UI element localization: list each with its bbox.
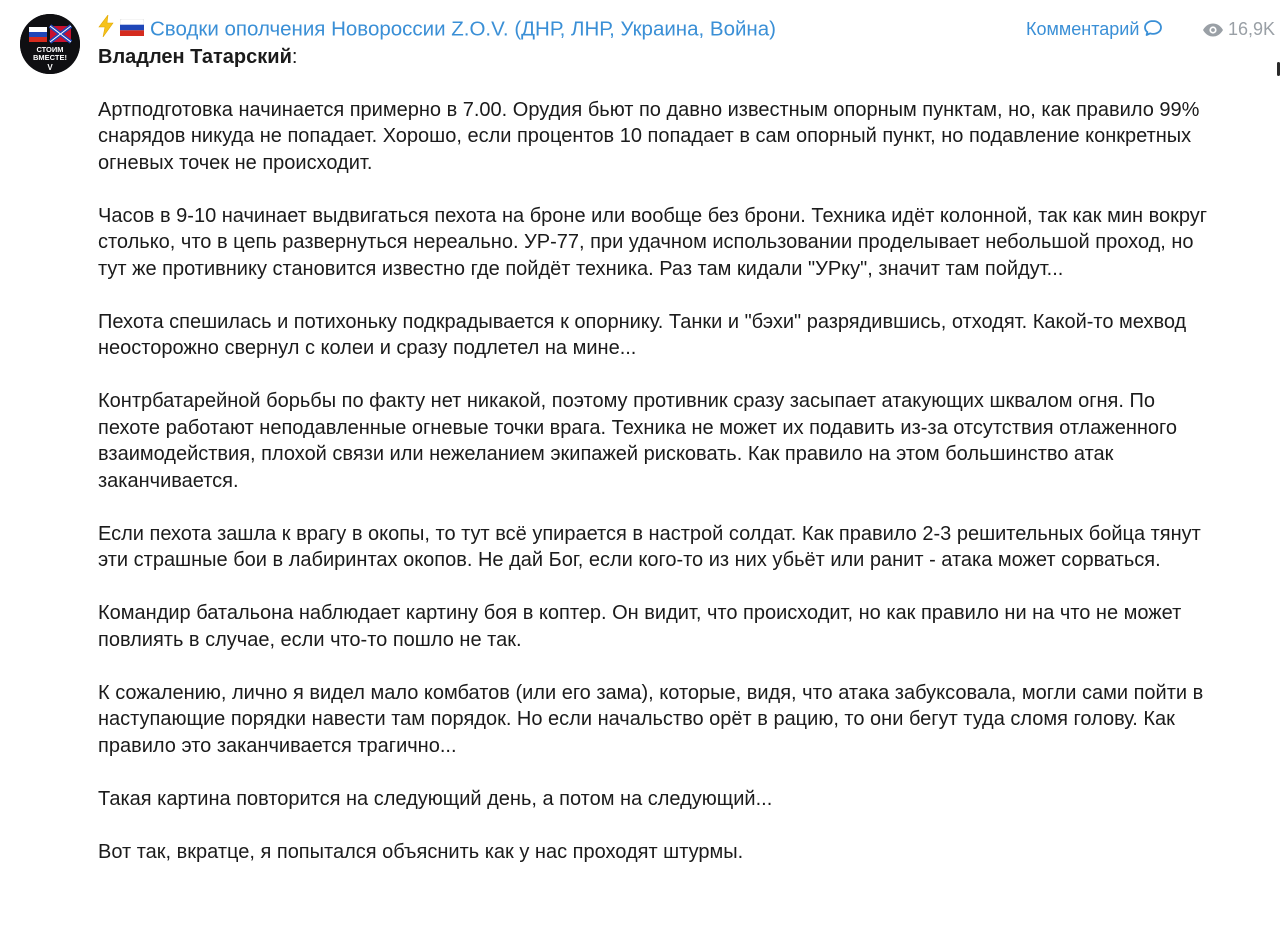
post-paragraph: Часов в 9-10 начинает выдвигаться пехота на броне или вообще без брони. Техника идёт колонной, так как мин вокруг столько, что в цепь развернуться нереально. УР-77, при удачном использовании проделывает небольшой проход, но тут же противнику становится известно где пойдёт техника. Раз там кидали "УРку", значит там пойдут... [98,204,1208,280]
post-paragraph: Артподготовка начинается примерно в 7.00. Орудия бьют по давно известным опорным пунктам, но, как правило 99% снарядов никуда не попадает. Хорошо, если процентов 10 попадает в сам опорный пункт, но подавление конкретных огневых точек не происходит. [98,98,1200,174]
post-author: Владлен Татарский [98,46,292,68]
avatar-flag-ru [29,27,47,42]
avatar-flag-novorossiya [50,26,71,42]
post-header [98,15,1280,45]
speech-bubble-icon [1143,18,1163,38]
post-paragraph: Вот так, вкратце, я попытался объяснить как у нас проходят штурмы. [98,840,744,863]
post-paragraph: Командир батальона наблюдает картину боя в коптер. Он видит, что происходит, но как правило ни на что не может повлиять в случае, если что-то пошло не так. [98,602,1182,651]
post-paragraph: Такая картина повторится на следующий день, а потом на следующий... [98,787,773,810]
avatar-image [20,14,80,74]
comment-button[interactable] [1026,17,1163,41]
post-paragraph: К сожалению, лично я видел мало комбатов (или его зама), которые, видя, что атака забуксовала, могли сами пойти в наступающие порядки навести там порядок. Но если начальство орёт в рацию, то они бегут туда сломя голову. Как правило это заканчивается трагично... [98,681,1204,757]
post-paragraph: Пехота спешилась и потихоньку подкрадывается к опорнику. Танки и "бэхи" разрядившись, отходят. Какой-то мехвод неосторожно свернул с колеи и сразу подлетел на мине... [98,310,1187,359]
post-body [98,44,1218,892]
post-paragraph: Контрбатарейной борьбы по факту нет никакой, поэтому противник сразу засыпает атакующих шквалом огня. По пехоте работают неподавленные огневые точки врага. Техника не может их подавить из-за отсутствия отлаженного взаимодействия, плохой связи или нежеланием экипажей рисковать. Как правило на этом большинство атак заканчивается. [98,390,1178,492]
views-counter [1202,17,1275,41]
channel-avatar[interactable] [20,14,80,74]
channel-title-text: Сводки ополчения Новороссии Z.O.V. (ДНР, ЛНР, Украина, Война) [150,17,776,41]
avatar-text-2: ВМЕСТЕ! [33,53,67,62]
post-author-suffix: : [291,46,298,68]
views-count: 16,9K [1228,19,1276,39]
lightning-emoji-icon [98,15,114,45]
avatar-badge: V [47,63,53,72]
post-author-line [98,44,1218,71]
russia-flag-icon [120,16,144,44]
comment-label: Комментарий [1026,19,1140,39]
post-paragraph: Если пехота зашла к врагу в окопы, то тут всё упирается в настрой солдат. Как правило 2-3 решительных бойца тянут эти страшные бои в лабиринтах окопов. Не дай Бог, если кого-то из них убьёт или ранит - атака может сорваться. [98,522,1201,571]
channel-title-link[interactable] [98,15,776,45]
eye-icon [1202,22,1224,38]
avatar-text-1: СТОИМ [36,45,64,54]
